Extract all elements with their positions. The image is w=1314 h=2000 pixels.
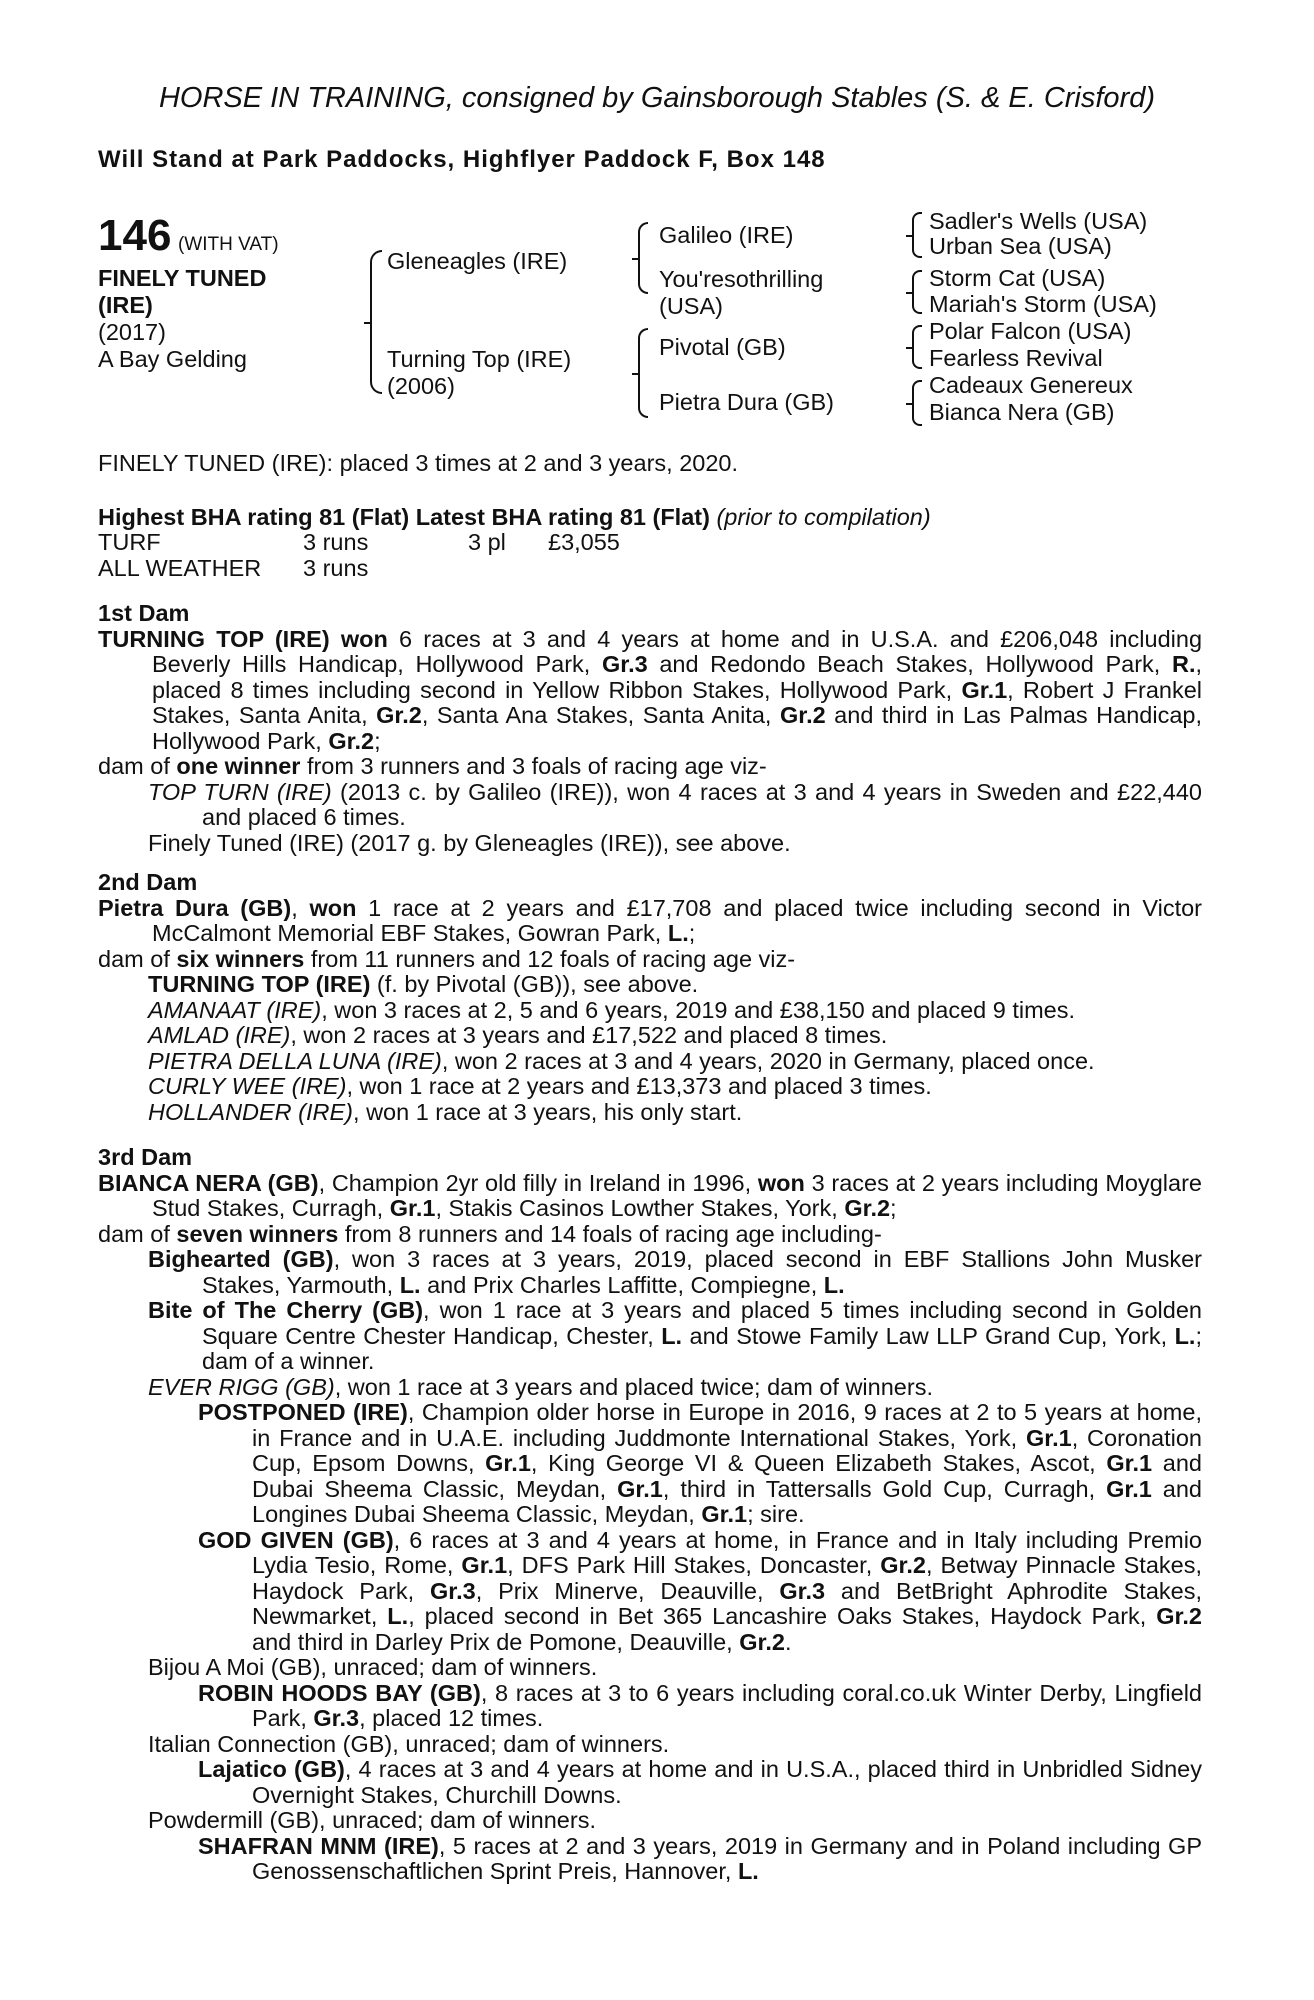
runs-table	[98, 530, 620, 581]
summary: FINELY TUNED (IRE): placed 3 times at 2 and 3 years, 2020.	[98, 450, 739, 476]
brace-sd	[912, 270, 922, 314]
produce-top-turn: TOP TURN (IRE) (2013 c. by Galileo (IRE)), won 4 races at 3 and 4 years in Sweden and £22,440 and placed 6 times.	[148, 778, 1202, 830]
produce-ever-rigg: EVER RIGG (GB), won 1 race at 3 years and placed twice; dam of winners.	[148, 1373, 933, 1400]
produce-bijou-a-moi: Bijou A Moi (GB), unraced; dam of winners.	[148, 1654, 598, 1680]
turf-prize: £3,055	[548, 529, 620, 555]
sire: Gleneagles (IRE)	[387, 248, 568, 274]
brace-dd	[912, 380, 922, 426]
third-dam-section	[98, 1145, 1202, 1885]
produce-bite-of-the-cherry: Bite of The Cherry (GB), won 1 race at 3 years and placed 5 times including second in Golden Square Centre Chester Handicap, Chester, L. and Stowe Family Law LLP Grand Cup, York, L.; dam of a winner.	[148, 1297, 1202, 1374]
produce-curly-wee: CURLY WEE (IRE), won 1 race at 2 years and £13,373 and placed 3 times.	[148, 1073, 932, 1099]
stand-location: Will Stand at Park Paddocks, Highflyer Paddock F, Box 148	[98, 146, 826, 173]
produce-robin-hoods-bay: ROBIN HOODS BAY (GB), 8 races at 3 to 6 years including coral.co.uk Winter Derby, Lingfield Park, Gr.3, placed 12 times.	[198, 1679, 1203, 1731]
brace-parents	[370, 250, 382, 394]
dam: Turning Top (IRE)	[387, 346, 572, 372]
sd-sire: Storm Cat (USA)	[929, 265, 1106, 291]
produce-god-given: GOD GIVEN (GB), 6 races at 3 and 4 years at home, in France and in Italy including Premio Lydia Tesio, Rome, Gr.1, DFS Park Hill Stakes, Doncaster, Gr.2, Betway Pinnacle Stakes, Haydock Park, Gr.3, Prix Minerve, Deauville, Gr.3 and BetBright Aphrodite Stakes, Newmarket, L., placed second in Bet 365 Lancashire Oaks Stakes, Haydock Park, Gr.2 and third in Darley Prix de Pomone, Deauville, Gr.2.	[198, 1526, 1202, 1655]
second-dam-section	[98, 870, 1202, 1125]
dd-sire: Cadeaux Genereux	[929, 372, 1133, 398]
sd-dam: Mariah's Storm (USA)	[929, 291, 1157, 317]
page-title: HORSE IN TRAINING, consigned by Gainsborough Stables (S. & E. Crisford)	[158, 82, 1156, 114]
horse-name: FINELY TUNED	[98, 265, 267, 291]
third-dam-heading: 3rd Dam	[98, 1144, 193, 1170]
produce-italian-connection: Italian Connection (GB), unraced; dam of winners.	[148, 1730, 670, 1757]
horse-year: (2017)	[98, 319, 166, 345]
first-dam-heading: 1st Dam	[98, 600, 190, 626]
turf-label: TURF	[98, 529, 161, 555]
lot-number-row	[98, 211, 279, 260]
turf-row	[98, 530, 620, 556]
brace-ds	[912, 325, 922, 369]
sire-dam-country: (USA)	[659, 293, 723, 319]
third-dam-produce-intro: dam of seven winners from 8 runners and 14 foals of racing age including-	[98, 1220, 882, 1247]
produce-postponed: POSTPONED (IRE), Champion older horse in Europe in 2016, 9 races at 2 to 5 years at home, in France and in U.A.E. including Juddmonte International Stakes, York, Gr.1, Coronation Cup, Epsom Downs, Gr.1, King George VI & Queen Elizabeth Stakes, Ascot, Gr.1 and Dubai Sheema Classic, Meydan, Gr.1, third in Tattersalls Gold Cup, Curragh, Gr.1 and Longines Dubai Sheema Classic, Meydan, Gr.1; sire.	[198, 1399, 1202, 1527]
ds-dam: Fearless Revival	[929, 345, 1103, 371]
ratings-section	[98, 505, 1202, 582]
sire-sire: Galileo (IRE)	[659, 222, 794, 248]
dd-dam: Bianca Nera (GB)	[929, 399, 1115, 425]
produce-amlad: AMLAD (IRE), won 2 races at 3 years and £17,522 and placed 8 times.	[148, 1022, 888, 1048]
aw-row	[98, 556, 620, 582]
produce-pietra-della-luna: PIETRA DELLA LUNA (IRE), won 2 races at 3 and 4 years, 2020 in Germany, placed once.	[148, 1047, 1095, 1074]
produce-amanaat: AMANAAT (IRE), won 3 races at 2, 5 and 6 years, 2019 and £38,150 and placed 9 times.	[148, 996, 1076, 1023]
turf-runs: 3 runs	[303, 529, 369, 555]
produce-bighearted: Bighearted (GB), won 3 races at 3 years, 2019, placed second in EBF Stallions John Musker Stakes, Yarmouth, L. and Prix Charles Laffitte, Compiegne, L.	[148, 1246, 1202, 1298]
aw-runs: 3 runs	[303, 554, 369, 581]
ratings-text: Highest BHA rating 81 (Flat) Latest BHA rating 81 (Flat)	[98, 503, 710, 530]
brace-ss	[912, 212, 922, 258]
produce-lajatico: Lajatico (GB), 4 races at 3 and 4 years at home and in U.S.A., placed third in Unbridled Sidney Overnight Stakes, Churchill Downs.	[198, 1756, 1202, 1808]
brace-dam	[638, 328, 648, 418]
horse-desc: A Bay Gelding	[98, 346, 247, 372]
ratings-line	[98, 505, 1202, 531]
produce-finely-tuned: Finely Tuned (IRE) (2017 g. by Gleneagles (IRE)), see above.	[148, 829, 791, 856]
second-dam-produce-intro: dam of six winners from 11 runners and 12 foals of racing age viz-	[98, 945, 796, 972]
dam-sire: Pivotal (GB)	[659, 334, 786, 360]
first-dam-produce-intro: dam of one winner from 3 runners and 3 foals of racing age viz-	[98, 753, 767, 779]
aw-label: ALL WEATHER	[98, 554, 262, 581]
produce-hollander: HOLLANDER (IRE), won 1 race at 3 years, his only start.	[148, 1098, 743, 1125]
first-dam-entry: TURNING TOP (IRE) won 6 races at 3 and 4 years at home and in U.S.A. and £206,048 including Beverly Hills Handicap, Hollywood Park, Gr.3 and Redondo Beach Stakes, Hollywood Park, R., placed 8 times including second in Yellow Ribbon Stakes, Hollywood Park, Gr.1, Robert J Frankel Stakes, Santa Anita, Gr.2, Santa Ana Stakes, Santa Anita, Gr.2 and third in Las Palmas Handicap, Hollywood Park, Gr.2;	[98, 625, 1203, 754]
lot-number: 146	[98, 211, 172, 260]
ds-sire: Polar Falcon (USA)	[929, 318, 1132, 344]
ratings-note: (prior to compilation)	[716, 503, 931, 530]
produce-shafran-mnm: SHAFRAN MNM (IRE), 5 races at 2 and 3 years, 2019 in Germany and in Poland including GP Genossenschaftlichen Sprint Preis, Hannover, L.	[198, 1832, 1202, 1884]
second-dam-heading: 2nd Dam	[98, 869, 198, 895]
produce-powdermill: Powdermill (GB), unraced; dam of winners.	[148, 1807, 596, 1833]
vat-label: (WITH VAT)	[177, 234, 279, 255]
brace-sire	[638, 222, 648, 294]
second-dam-entry: Pietra Dura (GB), won 1 race at 2 years and £17,708 and placed twice including second in Victor McCalmont Memorial EBF Stakes, Gowran Park, L.;	[98, 894, 1202, 946]
first-dam-section	[98, 601, 1202, 856]
ss-dam: Urban Sea (USA)	[929, 233, 1112, 259]
catalogue-body	[98, 451, 1202, 1885]
horse-country: (IRE)	[98, 292, 153, 318]
ss-sire: Sadler's Wells (USA)	[929, 208, 1148, 234]
turf-placed: 3 pl	[468, 529, 506, 555]
dam-dam: Pietra Dura (GB)	[659, 389, 834, 415]
dam-year: (2006)	[387, 373, 455, 399]
third-dam-entry: BIANCA NERA (GB), Champion 2yr old filly in Ireland in 1996, won 3 races at 2 years including Moyglare Stud Stakes, Curragh, Gr.1, Stakis Casinos Lowther Stakes, York, Gr.2;	[98, 1169, 1202, 1221]
produce-turning-top: TURNING TOP (IRE) (f. by Pivotal (GB)), see above.	[148, 971, 699, 997]
sire-dam: You'resothrilling	[659, 266, 824, 292]
